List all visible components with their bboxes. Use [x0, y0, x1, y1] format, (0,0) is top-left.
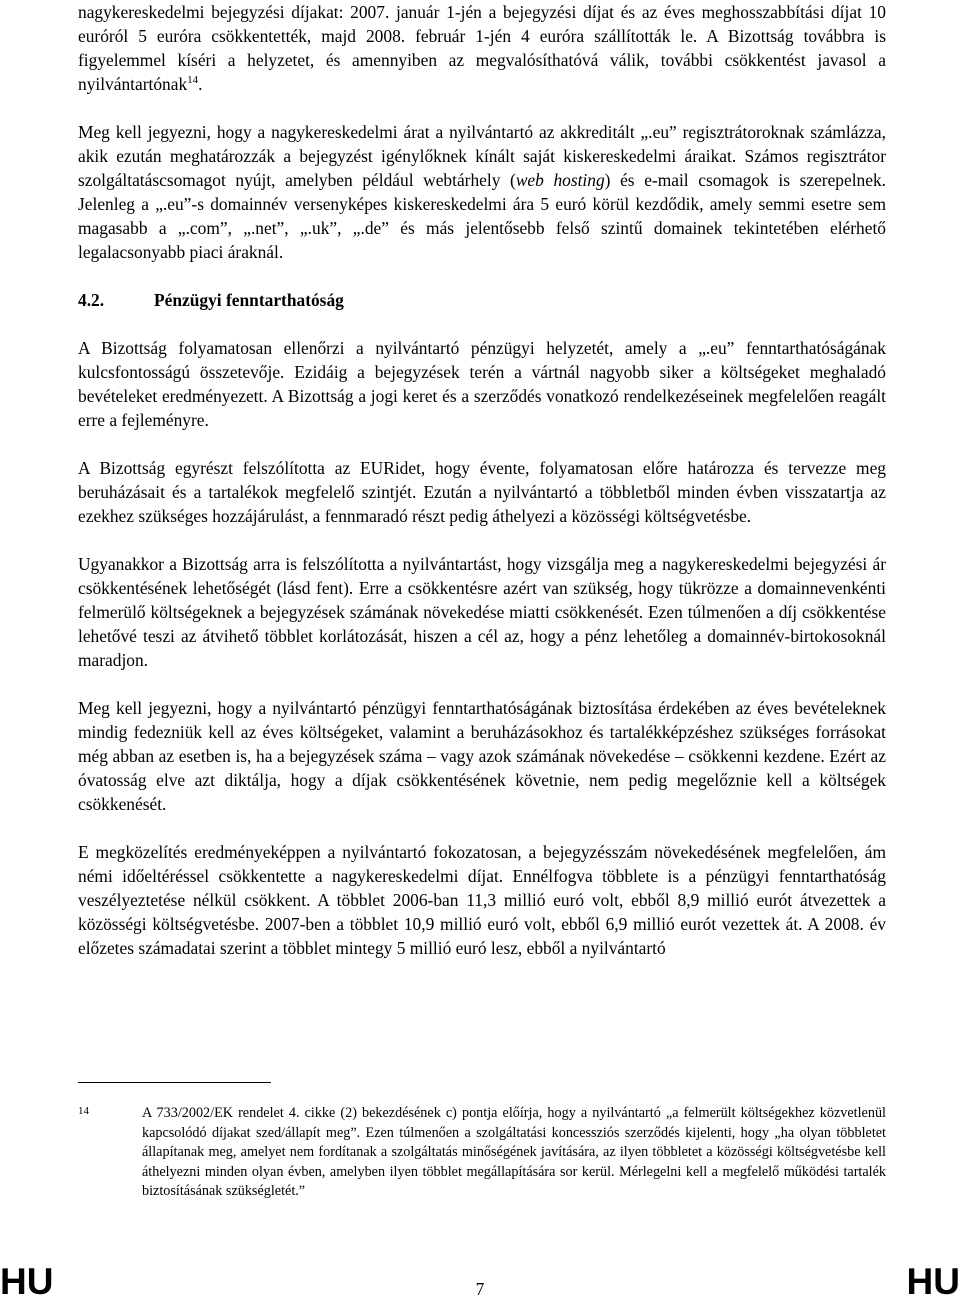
paragraph-prudence: Meg kell jegyezni, hogy a nyilvántartó pénzügyi fenntarthatóságának biztosítása érdekében az éves bevételeknek mindig fedezniük kell az éves költségeket, valamint a beruházásokhoz és tartalékképzéshez szükséges forrásokat még abban az esetben is, ha a bejegyzések száma – vagy azok számának növekedése – csökkenni kezdene. Ezért az óvatosság elve azt diktálja, hogy a díjak csökkentésének követnie, nem pedig megelőznie kell a költségek csökkenését.: [78, 698, 886, 814]
footnote-divider: [78, 1082, 271, 1083]
paragraph-text: Meg kell jegyezni, hogy a nagykereskedelmi árat a nyilvántartó az akkreditált „.eu” regisztrátoroknak számlázza, akik ezután meghatározzák a bejegyzést igénylőknek kínált saját kiskereskedelmi áraikat. Számos regisztrátor szolgáltatáscsomagot nyújt, amelyben például webtárhely (: [78, 122, 886, 190]
language-code-left: HU: [0, 1261, 54, 1302]
paragraph-text-end: .: [198, 74, 203, 94]
section-heading: [78, 288, 886, 312]
page-number: 7: [475, 1279, 485, 1299]
footnote-text: A 733/2002/EK rendelet 4. cikke (2) bekezdésének c) pontja előírja, hogy a nyilvántartó „a felmerült költségekhez közvetlenül kapcsolódó díjakat szed/állapít meg”. Ezen túlmenően a szolgáltatási koncessziós szerződés kijelenti, hogy „ha olyan többletet állapítanak meg, amelyet nem fordítanak a szolgáltatás minőségének javítására, az ilyen többletet a közösségi költségvetésbe kell áthelyezni minden olyan évben, amelyben ilyen többlet megállapítására sor kerül. Mérlegelni kell a megfelelő működési tartalék biztosításának szükségletét.”: [142, 1105, 886, 1200]
paragraph-price-reduction: Ugyanakkor a Bizottság arra is felszólította a nyilvántartást, hogy vizsgálja meg a nagykereskedelmi bejegyzési ár csökkentésének lehetőségét (lásd fent). Erre a csökkentésre azért van szükség, hogy tükrözze a domainnevenkénti felmerülő költségeknek a bejegyzések számának növekedése miatti csökkenését. Ezen túlmenően a díj csökkentése lehetővé teszi az átvihető többlet korlátozását, hiszen a cél az, hogy a pénz lehetőleg a domainnév-birtokosoknál maradjon.: [78, 554, 886, 670]
paragraph-text-end: ) és e-mail csomagok is szerepelnek. Jelenleg a „.eu”-s domainnév versenyképes kiskereskedelmi ára 5 euró körül kezdődik, amely semmi esetre sem magasabb a „.com”, „.net”, „.uk”, „.de” és más jelentősebb felső szintű domainek tekintetében elérhető legalacsonyabb piaci áraknál.: [78, 170, 887, 262]
italic-term: web hosting: [515, 170, 605, 190]
document-body: [78, 0, 886, 984]
paragraph-surplus: E megközelítés eredményeképpen a nyilvántartó fokozatosan, a bejegyzésszám növekedésének megfelelően, ám némi időeltéréssel csökkentette a nagykereskedelmi díjat. Ennélfogva többlete is a pénzügyi fenntarthatóság veszélyeztetése nélkül csökkent. A többlet 2006-ban 11,3 millió euró volt, ebből 8,9 millió eurót átvezettek a közösségi költségvetésbe. 2007-ben a többlet 10,9 millió euró volt, ebből 6,9 millió eurót vezettek át. A 2008. év előzetes számadatai szerint a többlet mintegy 5 millió euró lesz, ebből a nyilvántartó: [78, 842, 886, 958]
paragraph-monitoring: A Bizottság folyamatosan ellenőrzi a nyilvántartó pénzügyi helyzetét, amely a „.eu” fenntarthatóságának kulcsfontosságú összetevője. Ezidáig a bejegyzések terén a vártnál nagyobb siker a költségeket meghaladó bevételeket eredményezett. A Bizottság a jogi keret és a szerződés vonatkozó rendelkezéseinek megfelelően reagált erre a fejleményre.: [78, 338, 886, 430]
paragraph-wholesale-fees: [78, 0, 886, 96]
section-title: Pénzügyi fenntarthatóság: [154, 290, 344, 310]
section-number: 4.2.: [78, 290, 105, 310]
paragraph-euríd-planning: A Bizottság egyrészt felszólította az EURidet, hogy évente, folyamatosan előre határozza és tervezze meg beruházásait és a tartalékok megfelelő szintjét. Ezután a nyilvántartó a többletből minden évben visszatartja az ezekhez szükséges hozzájárulást, a fennmaradó részt pedig áthelyezi a közösségi költségvetésbe.: [78, 458, 886, 526]
paragraph-text: nagykereskedelmi bejegyzési díjakat: 2007. január 1-jén a bejegyzési díjat és az éves meghosszabbítási díjat 10 euróról 5 euróra csökkentették, majd 2008. február 1-jén 4 euróra szállították le. A Bizottság továbbra is figyelemmel kíséri a helyzetet, és amennyiben az megvalósíthatóvá válik, további csökkentést javasol a nyilvántartónak: [78, 2, 886, 94]
footnote-number: 14: [78, 1105, 89, 1117]
footnote: [78, 1104, 886, 1202]
footnote-reference[interactable]: 14: [187, 74, 199, 87]
paragraph-retail-prices: [78, 120, 886, 264]
language-code-right: HU: [906, 1261, 960, 1302]
